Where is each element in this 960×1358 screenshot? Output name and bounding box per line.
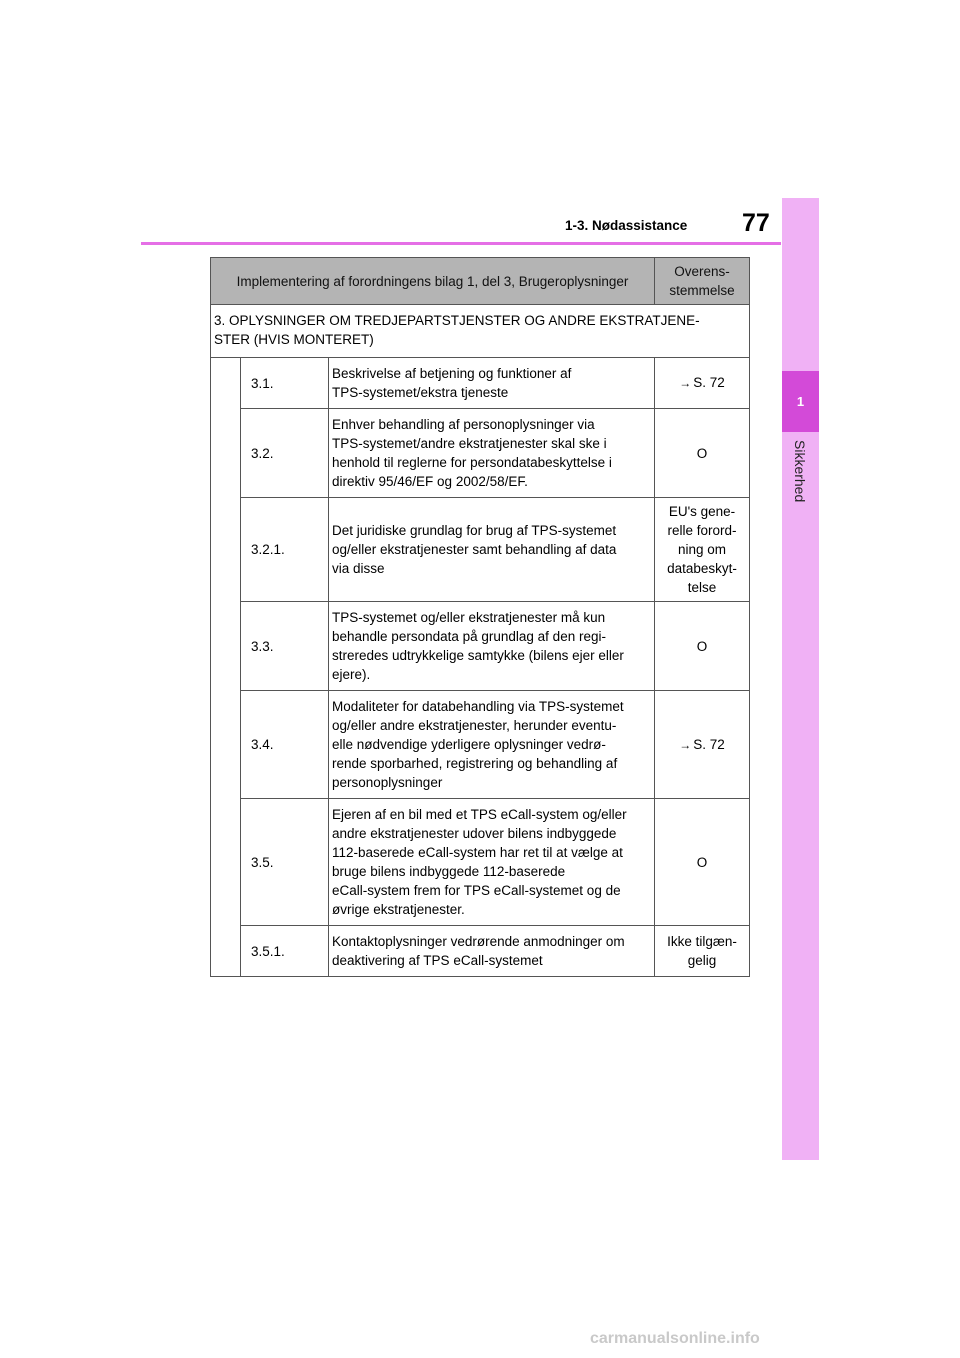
- compliance-table: [210, 257, 750, 977]
- page-reference[interactable]: S. 72: [693, 736, 725, 752]
- chapter-number-badge: 1: [782, 371, 819, 432]
- row-compliance: [655, 799, 750, 926]
- row-description: Beskrivelse af betjening og funktioner af TPS-systemet/ekstra tjeneste: [329, 358, 655, 409]
- compliance-value: O: [696, 638, 708, 654]
- compliance-value: Ikke tilgæn- gelig: [667, 934, 737, 968]
- page-number: 77: [742, 209, 770, 237]
- watermark: carmanualsonline.info: [590, 1330, 760, 1347]
- column-header-compliance: Overens- stemmelse: [655, 258, 750, 305]
- compliance-value: O: [696, 854, 708, 870]
- row-description: Kontaktoplysninger vedrørende anmodninger om deaktivering af TPS eCall-systemet: [329, 926, 655, 977]
- row-compliance: [655, 602, 750, 691]
- row-description: Det juridiske grundlag for brug af TPS-systemet og/eller ekstratjenester samt behandling af data via disse: [329, 498, 655, 602]
- table-row: [211, 926, 750, 977]
- table-row: [211, 358, 750, 409]
- section-heading: 3. OPLYSNINGER OM TREDJEPARTSTJENSTER OG ANDRE EKSTRATJENE- STER (HVIS MONTERET): [211, 305, 750, 358]
- row-number: 3.3.: [241, 602, 329, 691]
- row-number: 3.5.1.: [241, 926, 329, 977]
- table-header-row: [211, 258, 750, 305]
- table-row: [211, 602, 750, 691]
- row-compliance: [655, 926, 750, 977]
- section-heading-row: [211, 305, 750, 358]
- table-row: [211, 498, 750, 602]
- row-description: Modaliteter for databehandling via TPS-systemet og/eller andre ekstratjenester, herunder eventu- elle nødvendige yderligere oplysninger vedrø- rende sporbarhed, registrering og behandling af personoplysninger: [329, 691, 655, 799]
- compliance-value: EU's gene- relle forord- ning om databeskyt- telse: [667, 504, 737, 595]
- row-compliance: [655, 409, 750, 498]
- row-number: 3.2.1.: [241, 498, 329, 602]
- row-compliance: [655, 358, 750, 409]
- column-header-requirement: Implementering af forordningens bilag 1, del 3, Brugeroplysninger: [211, 258, 655, 305]
- header-divider: [141, 242, 781, 245]
- indent-cell: [211, 358, 241, 977]
- chapter-side-tab: [782, 198, 819, 1160]
- row-compliance: [655, 498, 750, 602]
- row-description: Enhver behandling af personoplysninger via TPS-systemet/andre ekstratjenester skal ske i henhold til reglerne for persondatabeskyttelse i direktiv 95/46/EF og 2002/58/EF.: [329, 409, 655, 498]
- row-description: Ejeren af en bil med et TPS eCall-system og/eller andre ekstratjenester udover bilens indbyggede 112-baserede eCall-system har ret til at vælge at bruge bilens indbyggede 112-baserede eCall-system frem for TPS eCall-systemet og de øvrige ekstratjenester.: [329, 799, 655, 926]
- row-number: 3.1.: [241, 358, 329, 409]
- table-row: [211, 409, 750, 498]
- row-number: 3.2.: [241, 409, 329, 498]
- row-number: 3.5.: [241, 799, 329, 926]
- row-number: 3.4.: [241, 691, 329, 799]
- reference-arrow-icon: →: [679, 737, 692, 752]
- reference-arrow-icon: →: [679, 376, 692, 390]
- page-reference[interactable]: S. 72: [693, 375, 725, 390]
- compliance-value: O: [696, 445, 708, 461]
- table-row: [211, 799, 750, 926]
- section-title: 1-3. Nødassistance: [565, 218, 688, 233]
- table-row: [211, 691, 750, 799]
- row-description: TPS-systemet og/eller ekstratjenester må kun behandle persondata på grundlag af den regi- streredes udtrykkelige samtykke (bilens ejer eller ejere).: [329, 602, 655, 691]
- row-compliance: [655, 691, 750, 799]
- chapter-label: Sikkerhed: [792, 440, 808, 503]
